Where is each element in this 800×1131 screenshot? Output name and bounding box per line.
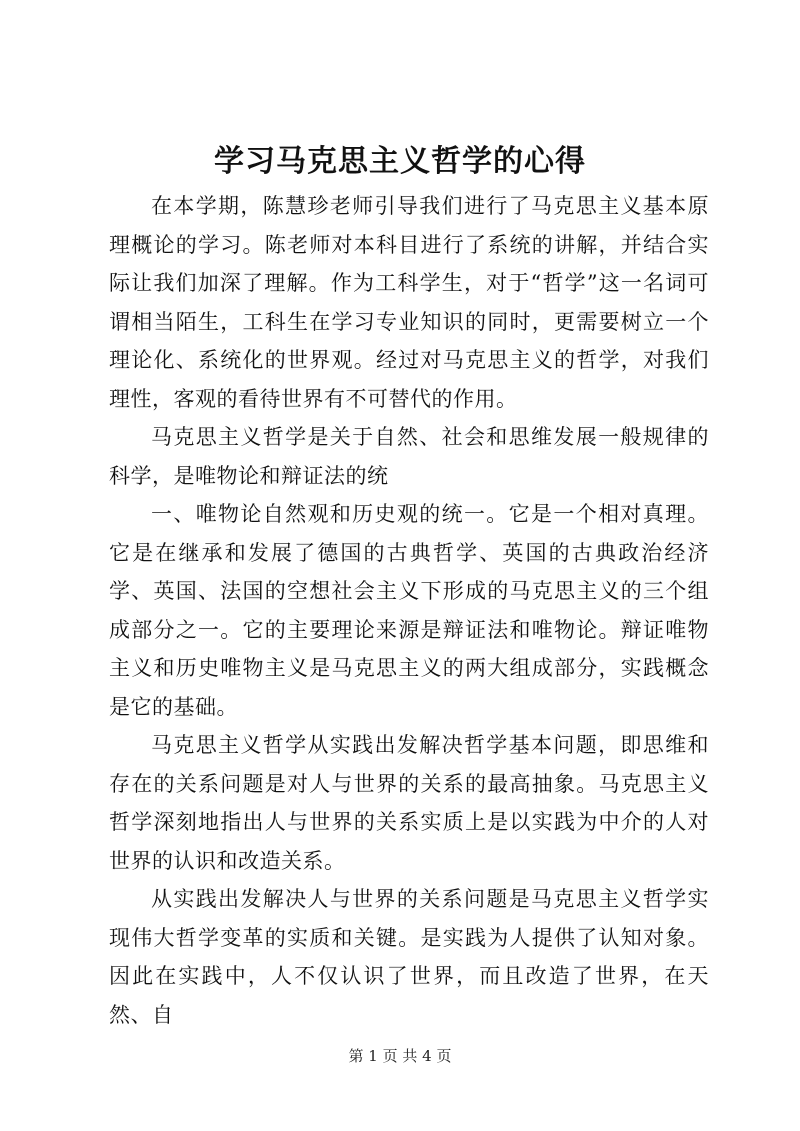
page-footer: 第 1 页 共 4 页 xyxy=(348,1047,452,1065)
document-body xyxy=(109,187,709,1034)
paragraph: 从实践出发解决人与世界的关系问题是马克思主义哲学实现伟大哲学变革的实质和关键。是实践为人提供了认知对象。因此在实践中，人不仅认识了世界，而且改造了世界，在天然、自 xyxy=(109,887,709,1027)
paragraph: 一、唯物论自然观和历史观的统一。它是一个相对真理。它是在继承和发展了德国的古典哲学、英国的古典政治经济学、英国、法国的空想社会主义下形成的马克思主义的三个组成部分之一。它的主要理论来源是辩证法和唯物论。辩证唯物主义和历史唯物主义是马克思主义的两大组成部分，实践概念是它的基础。 xyxy=(109,502,709,719)
paragraph: 马克思主义哲学从实践出发解决哲学基本问题，即思维和存在的关系问题是对人与世界的关系的最高抽象。马克思主义哲学深刻地指出人与世界的关系实质上是以实践为中介的人对世界的认识和改造关系。 xyxy=(109,733,709,873)
paragraph: 在本学期，陈慧珍老师引导我们进行了马克思主义基本原理概论的学习。陈老师对本科目进行了系统的讲解，并结合实际让我们加深了理解。作为工科学生，对于“哲学”这一名词可谓相当陌生，工科生在学习专业知识的同时，更需要树立一个理论化、系统化的世界观。经过对马克思主义的哲学，对我们理性，客观的看待世界有不可替代的作用。 xyxy=(109,194,709,411)
document-title: 学习马克思主义哲学的心得 xyxy=(214,144,586,179)
paragraph: 马克思主义哲学是关于自然、社会和思维发展一般规律的科学，是唯物论和辩证法的统 xyxy=(109,425,709,488)
